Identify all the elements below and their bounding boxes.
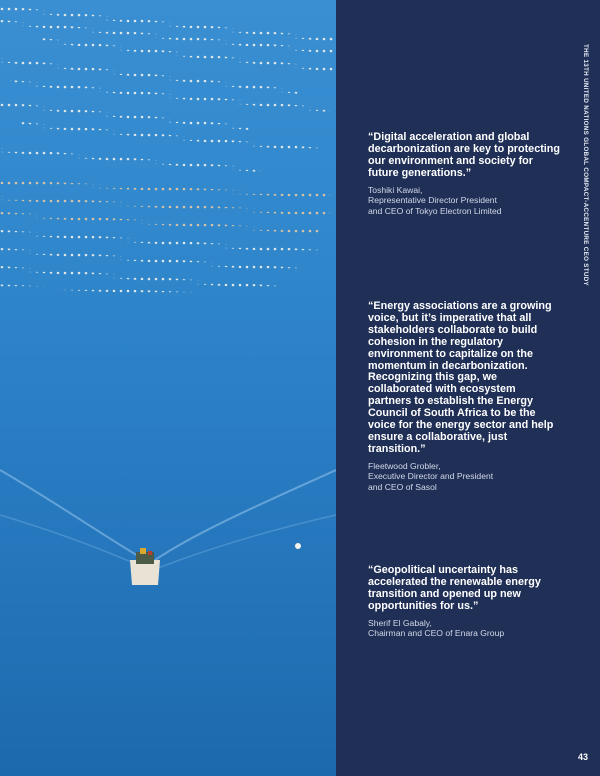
quote-role: and CEO of Sasol — [368, 481, 437, 492]
quote-author: Fleetwood Grobler, — [368, 460, 441, 471]
quote-text: “Energy associations are a growing voice, but it’s imperative that all stakeholders collaborate to build cohesion in the regulatory environment to capitalize on the momentum in decarbonization. Recognizing this gap, we collaborated with ecosystem partners to establish the Energy Council of South Africa to be the voice for the energy sector and help ensure a collaborative, just transition.” — [368, 300, 554, 455]
quote-role: Representative Director President — [368, 195, 497, 206]
quote-kawai — [368, 132, 560, 216]
vertical-report-title: THE 13TH UNITED NATIONS GLOBAL COMPACT-ACCENTURE CEO STUDY — [582, 44, 589, 287]
quote-grobler — [368, 301, 560, 493]
quote-role: Chairman and CEO of Enara Group — [368, 628, 505, 639]
quote-el-gabaly — [368, 565, 560, 639]
page-number: 43 — [578, 752, 589, 762]
quote-text: “Geopolitical uncertainty has accelerated the renewable energy transition and opened up new opportunities for us.” — [368, 564, 541, 612]
quote-role: Executive Director and President — [368, 471, 494, 482]
quote-author: Toshiki Kawai, — [368, 184, 423, 195]
quote-author: Sherif El Gabaly, — [368, 617, 432, 628]
quote-role: and CEO of Tokyo Electron Limited — [368, 205, 502, 216]
quote-text: “Digital acceleration and global decarbonization are key to protecting our environment and society for future generations.” — [368, 131, 560, 179]
